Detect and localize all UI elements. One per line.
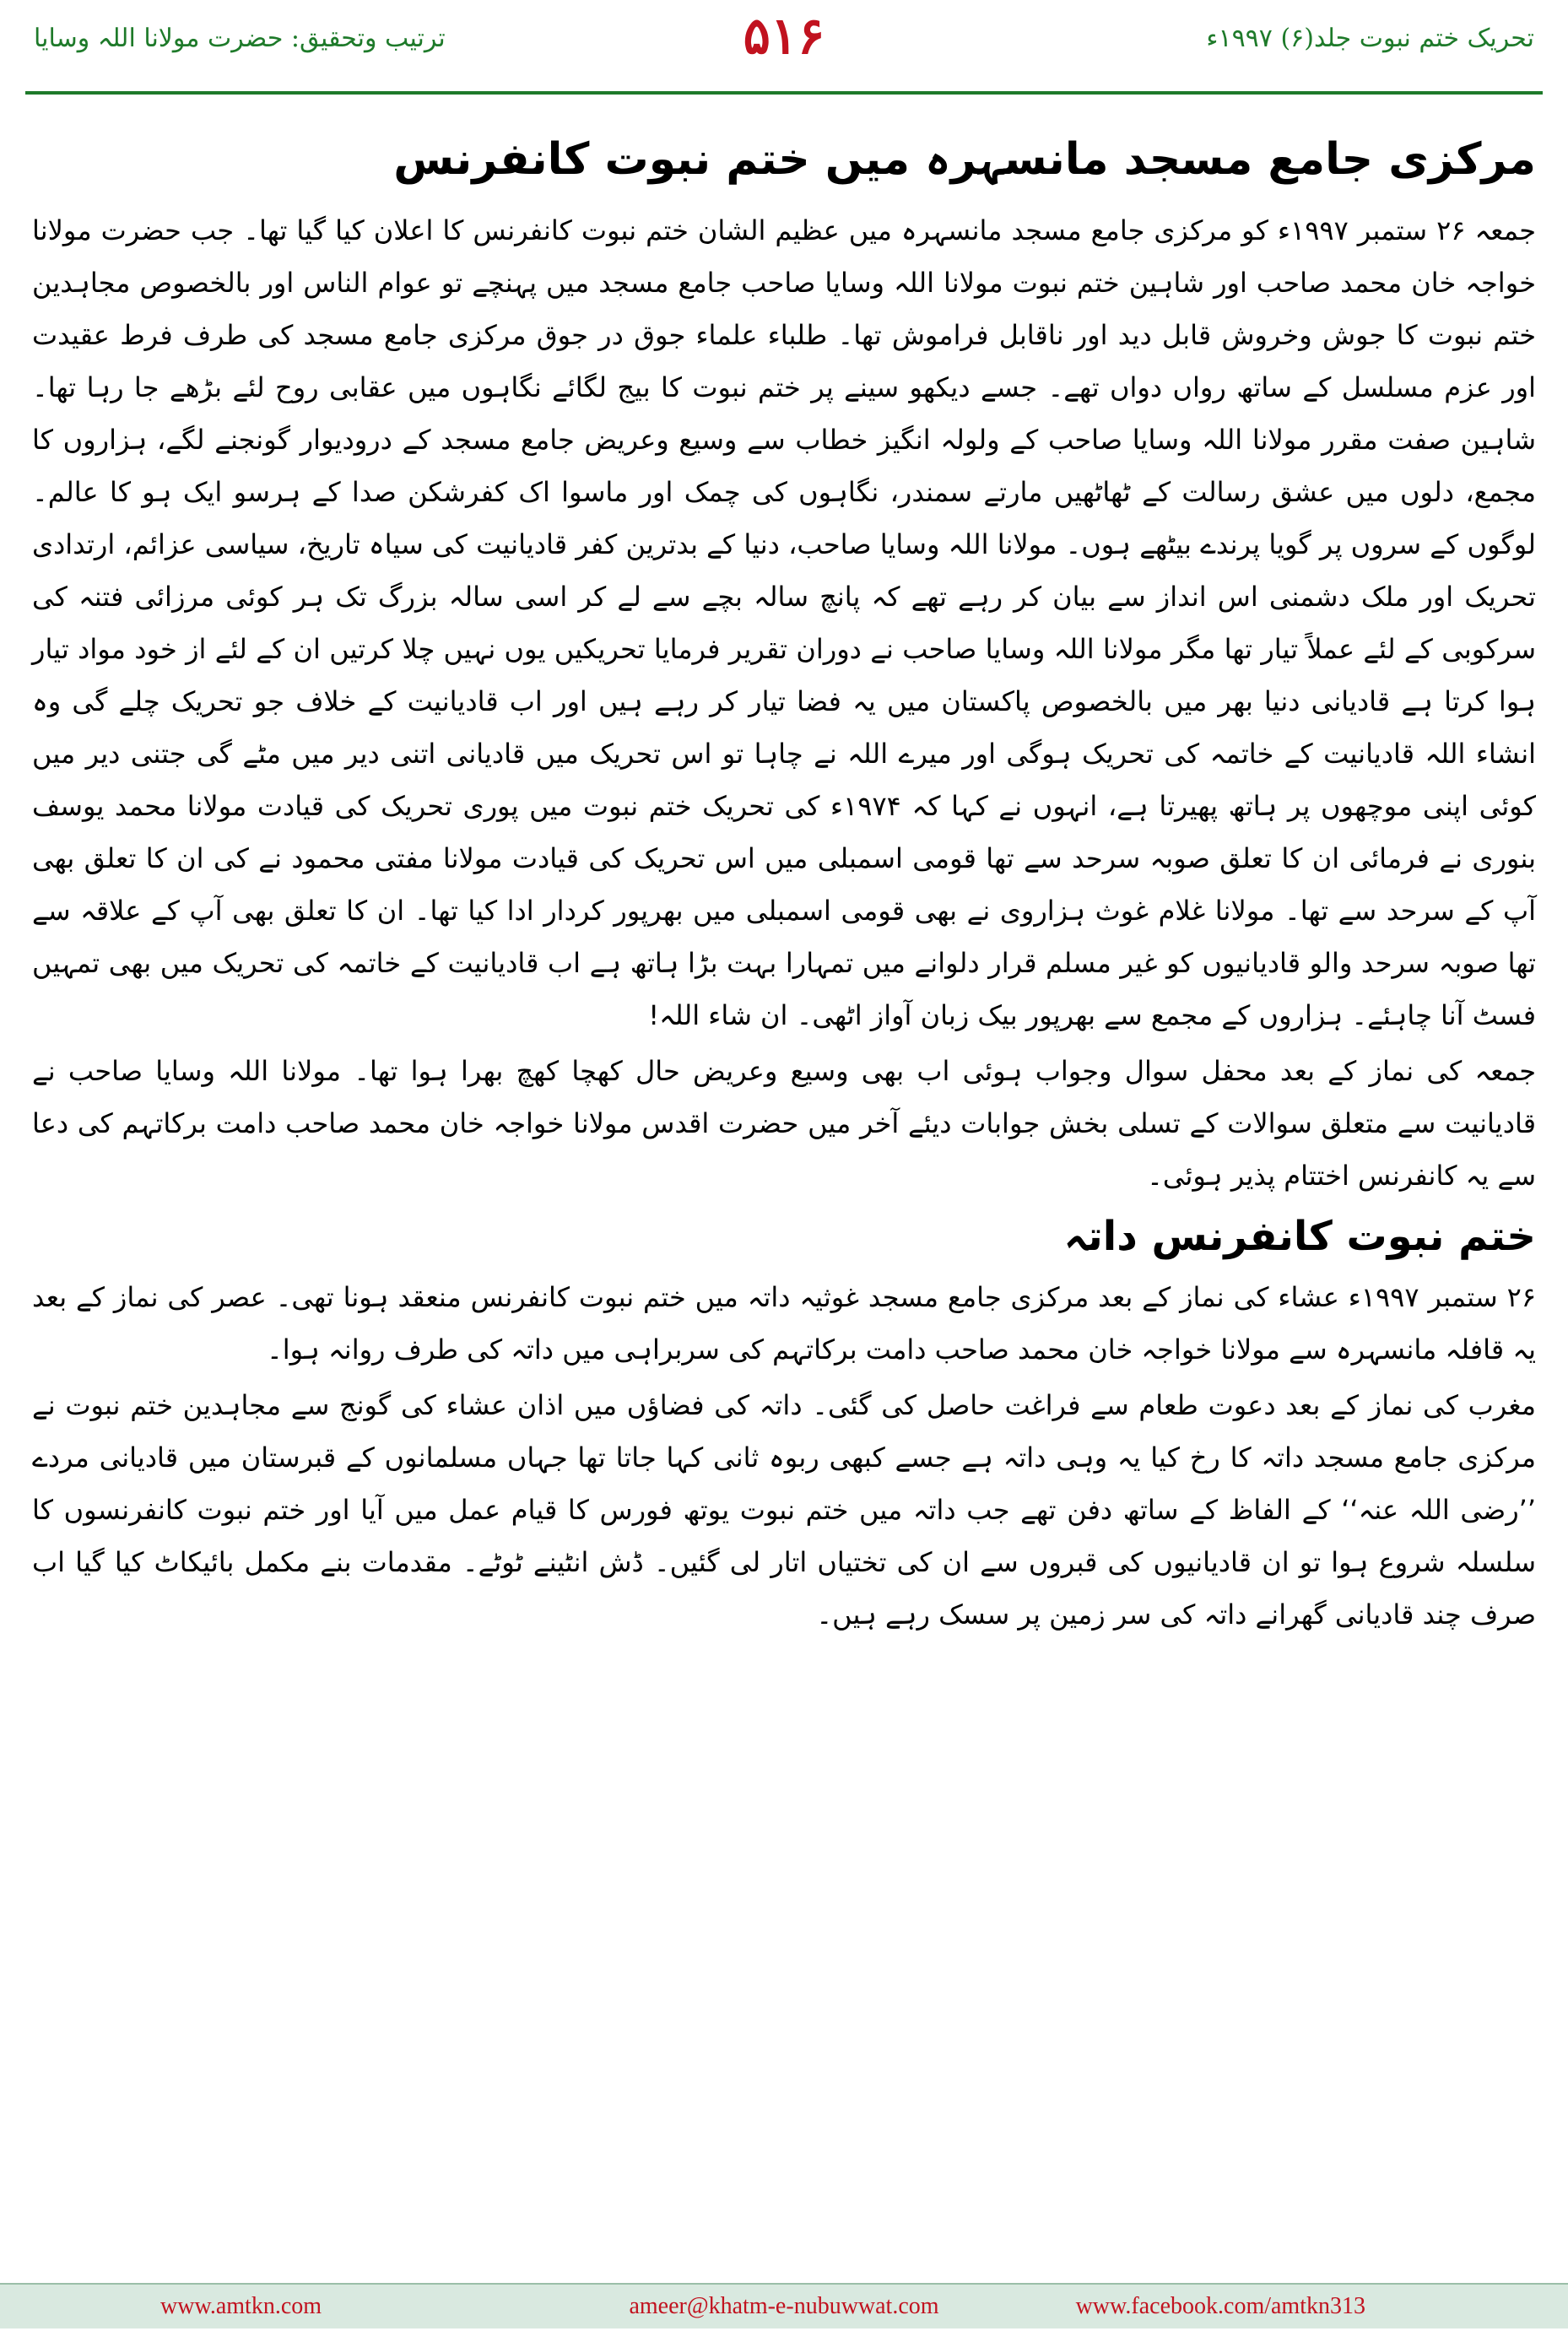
article-paragraph-1: جمعہ ۲۶ ستمبر ۱۹۹۷ء کو مرکزی جامع مسجد مانسہرہ میں عظیم الشان ختم نبوت کانفرنس کا اعلان کیا گیا تھا۔ جب حضرت مولانا خواجہ خان محمد صاحب اور شاہین ختم نبوت مولانا اللہ وسایا صاحب جامع مسجد میں پہنچے تو عوام الناس اور بالخصوص مجاہدین ختم نبوت کا جوش وخروش قابل دید اور ناقابل فراموش تھا۔ طلباء علماء جوق در جوق مرکزی جامع مسجد کی طرف فرط عقیدت اور عزم مسلسل کے ساتھ رواں دواں تھے۔ جسے دیکھو سینے پر ختم نبوت کا بیج لگائے نگاہوں میں عقابی روح لئے بڑھے جا رہا تھا۔ شاہین صفت مقرر مولانا اللہ وسایا صاحب کے ولولہ انگیز خطاب سے وسیع وعریض جامع مسجد کے درودیوار گونجنے لگے، ہزاروں کا مجمع، دلوں میں عشق رسالت کے ٹھاٹھیں مارتے سمندر، نگاہوں کی چمک اور ماسوا اک کفرشکن صدا کے ہرسو ایک ہو کا عالم۔ لوگوں کے سروں پر گویا پرندے بیٹھے ہوں۔ مولانا اللہ وسایا صاحب، دنیا کے بدترین کفر قادیانیت کی سیاہ تاریخ، سیاسی عزائم، ارتدادی تحریک اور ملک دشمنی اس انداز سے بیان کر رہے تھے کہ پانچ سالہ بچے سے لے کر اسی سالہ بزرگ تک ہر کوئی مرزائی فتنہ کی سرکوبی کے لئے عملاً تیار تھا مگر مولانا اللہ وسایا صاحب نے دوران تقریر فرمایا تحریکیں یوں نہیں چلا کرتیں ان کے لئے از خود مواد تیار ہوا کرتا ہے قادیانی دنیا بھر میں بالخصوص پاکستان میں یہ فضا تیار کر رہے ہیں اور اب قادیانیت کے خلاف جو تحریک چلے گی وہ انشاء اللہ قادیانیت کے خاتمہ کی تحریک ہوگی اور میرے اللہ نے چاہا تو اس تحریک میں قادیانی اتنی دیر میں مٹے گی جتنی دیر میں کوئی اپنی موچھوں پر ہاتھ پھیرتا ہے، انہوں نے کہا کہ ۱۹۷۴ء کی تحریک ختم نبوت میں پوری تحریک کی قیادت مولانا محمد یوسف بنوری نے فرمائی ان کا تعلق صوبہ سرحد سے تھا قومی اسمبلی میں اس تحریک کی قیادت مولانا مفتی محمود نے کی ان کا تعلق بھی آپ کے سرحد سے تھا۔ مولانا غلام غوث ہزاروی نے بھی قومی اسمبلی میں بھرپور کردار ادا کیا تھا۔ ان کا تعلق بھی آپ کے علاقہ سے تھا صوبہ سرحد والو قادیانیوں کو غیر مسلم قرار دلوانے میں تمہارا بہت بڑا ہاتھ ہے اب قادیانیت کے خاتمہ کی تحریک میں بھی تمہیں فسٹ آنا چاہئے۔ ہزاروں کے مجمع سے بھرپور بیک زبان آواز اٹھی۔ ان شاء اللہ! — [32, 214, 1537, 1031]
page-header — [0, 0, 1568, 101]
section-paragraph-2: مغرب کی نماز کے بعد دعوت طعام سے فراغت حاصل کی گئی۔ داتہ کی فضاؤں میں اذان عشاء کی گونج سے مجاہدین ختم نبوت نے مرکزی جامع مسجد داتہ کا رخ کیا یہ وہی داتہ ہے جسے کبھی ربوہ ثانی کہا جاتا تھا جہاں مسلمانوں کے قبرستان میں قادیانی مردے ’’رضی اللہ عنہ‘‘ کے الفاظ کے ساتھ دفن تھے جب داتہ میں ختم نبوت یوتھ فورس کا قیام عمل میں آیا اور ختم نبوت کانفرنسوں کا سلسلہ شروع ہوا تو ان قادیانیوں کی قبروں سے ان کی تختیاں اتار لی گئیں۔ ڈش انٹینے ٹوٹے۔ مقدمات بنے مکمل بائیکاٹ کیا گیا اب صرف چند قادیانی گھرانے داتہ کی سر زمین پر سسک رہے ہیں۔ — [32, 1389, 1537, 1631]
footer-website-link[interactable]: www.amtkn.com — [160, 2293, 322, 2319]
header-book-title: تحریک ختم نبوت جلد(۶) ۱۹۹۷ء — [1206, 24, 1534, 53]
footer-email-link[interactable]: ameer@khatm-e-nubuwwat.com — [629, 2293, 939, 2319]
footer-facebook-link[interactable]: www.facebook.com/amtkn313 — [1075, 2293, 1365, 2319]
page-number: ۵۱۶ — [743, 7, 825, 66]
section-paragraph-1: ۲۶ ستمبر ۱۹۹۷ء عشاء کی نماز کے بعد مرکزی جامع مسجد غوثیہ داتہ میں ختم نبوت کانفرنس منعقد ہونا تھی۔ عصر کی نماز کے بعد یہ قافلہ مانسہرہ سے مولانا خواجہ خان محمد صاحب دامت برکاتہم کی سربراہی میں داتہ کی طرف روانہ ہوا۔ — [32, 1281, 1537, 1366]
section-title: ختم نبوت کانفرنس داتہ — [1063, 1213, 1536, 1260]
header-divider — [25, 91, 1543, 95]
article-paragraph-2: جمعہ کی نماز کے بعد محفل سوال وجواب ہوئی اب بھی وسیع وعریض حال کھچا کھچ بھرا ہوا تھا۔ مولانا اللہ وسایا صاحب نے قادیانیت سے متعلق سوالات کے تسلی بخش جوابات دیئے آخر میں حضرت اقدس مولانا خواجہ خان محمد صاحب دامت برکاتہم کی دعا سے یہ کانفرنس اختتام پذیر ہوئی۔ — [32, 1055, 1537, 1192]
page-footer — [0, 2283, 1568, 2328]
header-compiler: ترتیب وتحقیق: حضرت مولانا اللہ وسایا — [34, 24, 446, 53]
article-title: مرکزی جامع مسجد مانسہرہ میں ختم نبوت کانفرنس — [393, 134, 1536, 185]
page-content — [32, 127, 1536, 1644]
